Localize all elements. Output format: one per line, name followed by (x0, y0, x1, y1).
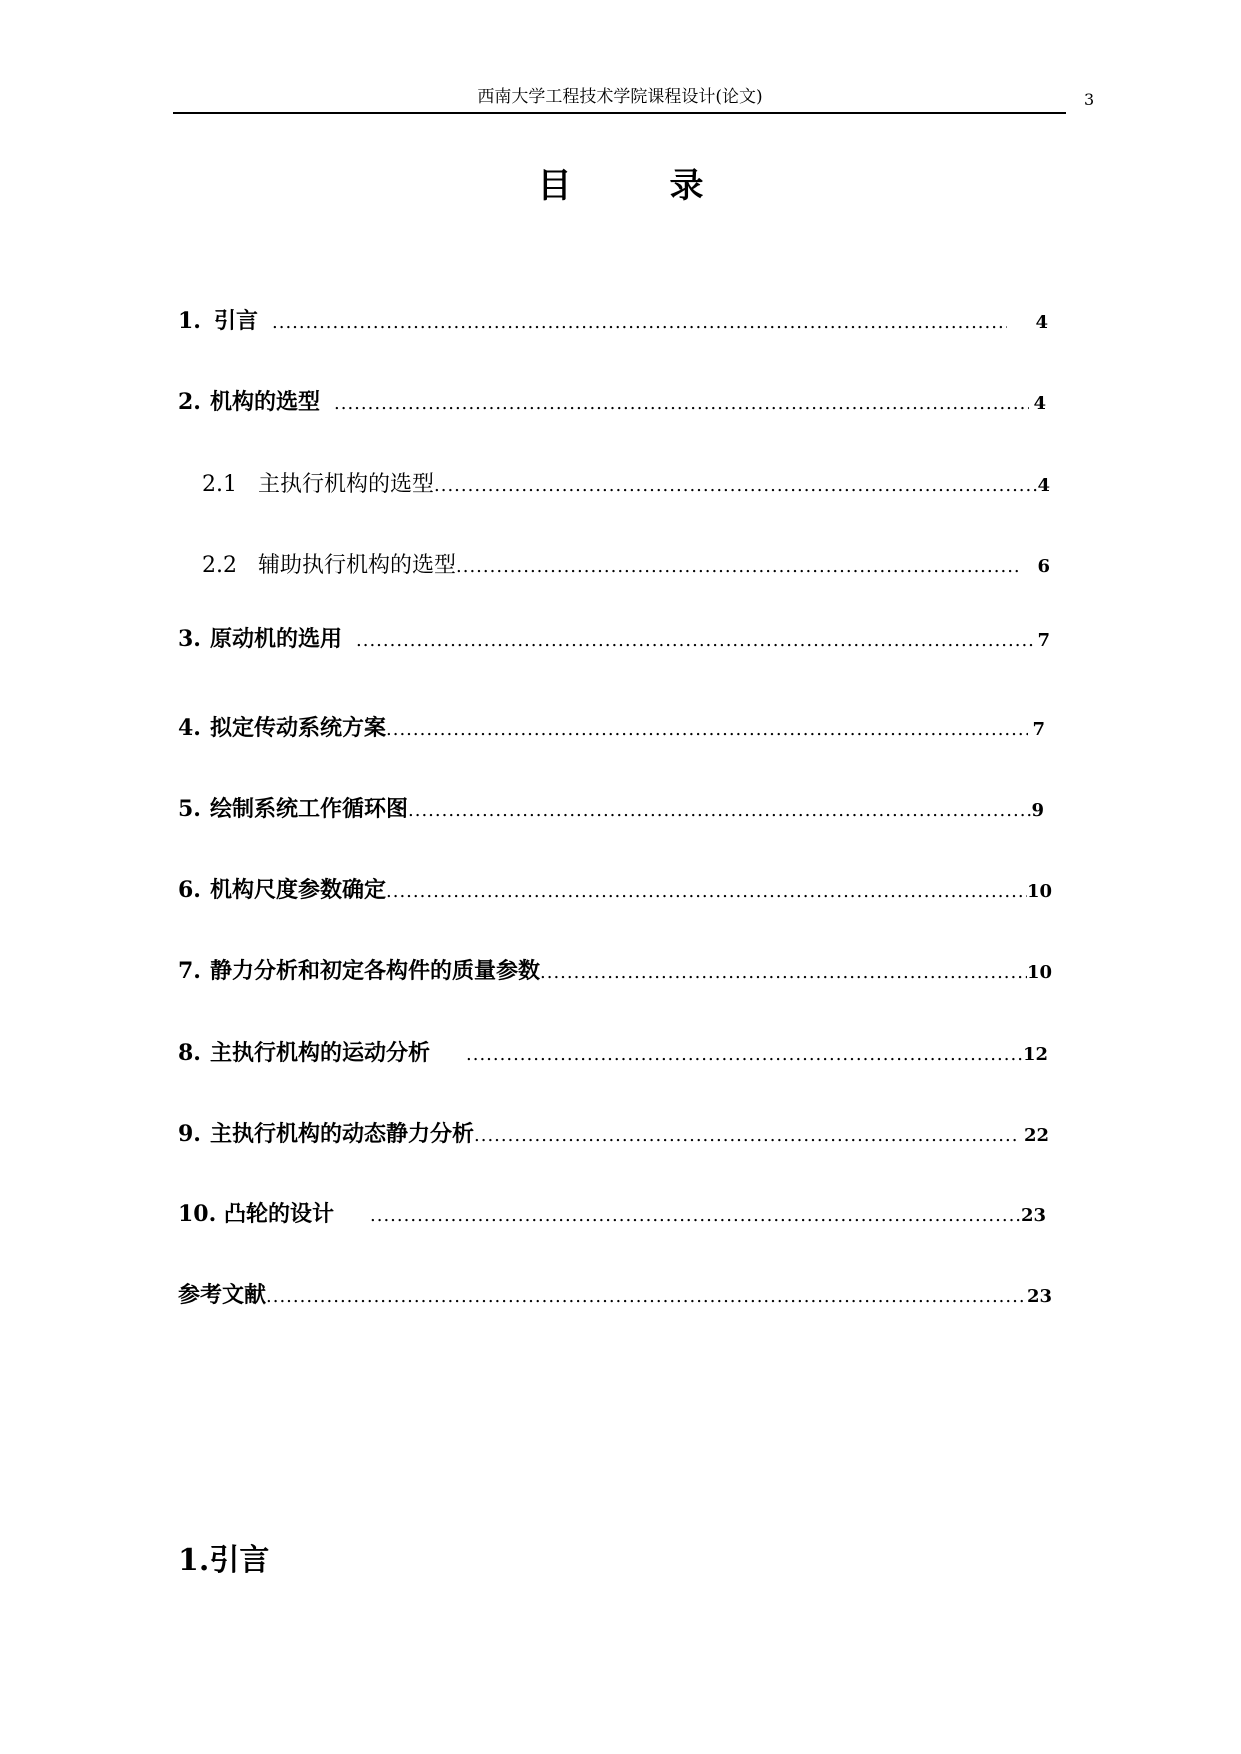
toc-entry-4[interactable] (178, 711, 1045, 743)
toc-entry-label: 拟定传动系统方案 (210, 715, 387, 741)
toc-leader-dots (386, 719, 1028, 740)
toc-entry-page: 7 (1037, 630, 1050, 651)
toc-entry-number: 7. (178, 958, 201, 984)
toc-entry-label: 主执行机构的运动分析 (210, 1040, 431, 1066)
toc-entry-page: 9 (1031, 800, 1044, 821)
toc-leader-dots (466, 1044, 1023, 1065)
toc-entry-label: 静力分析和初定各构件的质量参数 (210, 958, 541, 984)
toc-entry-page: 22 (1023, 1125, 1049, 1146)
toc-entry-references[interactable] (178, 1278, 1052, 1310)
toc-leader-dots (272, 312, 1007, 333)
toc-entry-label: 绘制系统工作循环图 (210, 796, 409, 822)
toc-entry-10[interactable] (178, 1197, 1046, 1229)
toc-entry-label: 机构的选型 (210, 389, 321, 415)
header-rule (173, 112, 1066, 114)
toc-leader-dots (356, 630, 1033, 651)
toc-entry-5[interactable] (178, 792, 1044, 824)
toc-entry-label: 机构尺度参数确定 (210, 877, 387, 903)
toc-entry-2-2[interactable] (202, 548, 1050, 580)
toc-entry-page: 4 (1033, 393, 1046, 414)
toc-entry-2-1[interactable] (202, 467, 1050, 499)
toc-entry-page: 6 (1037, 556, 1050, 577)
toc-entry-number: 1. (178, 308, 201, 334)
toc-entry-page: 23 (1026, 1286, 1052, 1307)
toc-entry-label: 原动机的选用 (210, 626, 343, 652)
toc-entry-number: 2. (178, 389, 201, 415)
page-number: 3 (1084, 90, 1095, 109)
toc-entry-8[interactable] (178, 1036, 1048, 1068)
section-heading: 1.引言 (178, 1543, 270, 1578)
toc-entry-number: 2.2 (202, 553, 237, 578)
toc-entry-label: 主执行机构的选型 (258, 472, 435, 497)
toc-entry-number: 6. (178, 877, 201, 903)
toc-leader-dots (334, 393, 1029, 414)
toc-entry-label: 参考文献 (178, 1282, 267, 1308)
toc-leader-dots (408, 800, 1031, 821)
toc-entry-page: 10 (1026, 962, 1052, 983)
toc-entry-page: 12 (1022, 1044, 1048, 1065)
toc-entry-6[interactable] (178, 873, 1052, 905)
toc-entry-number: 9. (178, 1121, 201, 1147)
toc-entry-number: 2.1 (202, 472, 237, 497)
toc-entry-number: 3. (178, 626, 201, 652)
toc-entry-number: 10. (178, 1201, 217, 1227)
toc-leader-dots (386, 881, 1027, 902)
toc-entry-number: 5. (178, 796, 201, 822)
toc-entry-page: 23 (1020, 1205, 1046, 1226)
toc-entry-label: 引言 (214, 308, 259, 334)
toc-entry-page: 7 (1032, 719, 1045, 740)
toc-entry-label: 凸轮的设计 (224, 1201, 335, 1227)
toc-title: 目录 (537, 166, 802, 206)
toc-entry-page: 4 (1035, 312, 1048, 333)
toc-entry-3[interactable] (178, 622, 1050, 654)
toc-leader-dots (540, 962, 1027, 983)
toc-entry-label: 辅助执行机构的选型 (258, 553, 457, 578)
toc-leader-dots (434, 475, 1037, 496)
toc-entry-7[interactable] (178, 954, 1052, 986)
running-header: 西南大学工程技术学院课程设计(论文) (477, 87, 763, 107)
toc-entry-number: 8. (178, 1040, 201, 1066)
toc-entry-number: 4. (178, 715, 201, 741)
toc-entry-2[interactable] (178, 385, 1046, 417)
toc-entry-label: 主执行机构的动态静力分析 (210, 1121, 475, 1147)
toc-entry-page: 10 (1026, 881, 1052, 902)
toc-leader-dots (266, 1286, 1027, 1307)
toc-leader-dots (456, 556, 1021, 577)
toc-leader-dots (474, 1125, 1018, 1146)
toc-entry-1[interactable] (178, 304, 1048, 336)
toc-entry-9[interactable] (178, 1117, 1049, 1149)
toc-entry-page: 4 (1037, 475, 1050, 496)
toc-leader-dots (370, 1205, 1021, 1226)
